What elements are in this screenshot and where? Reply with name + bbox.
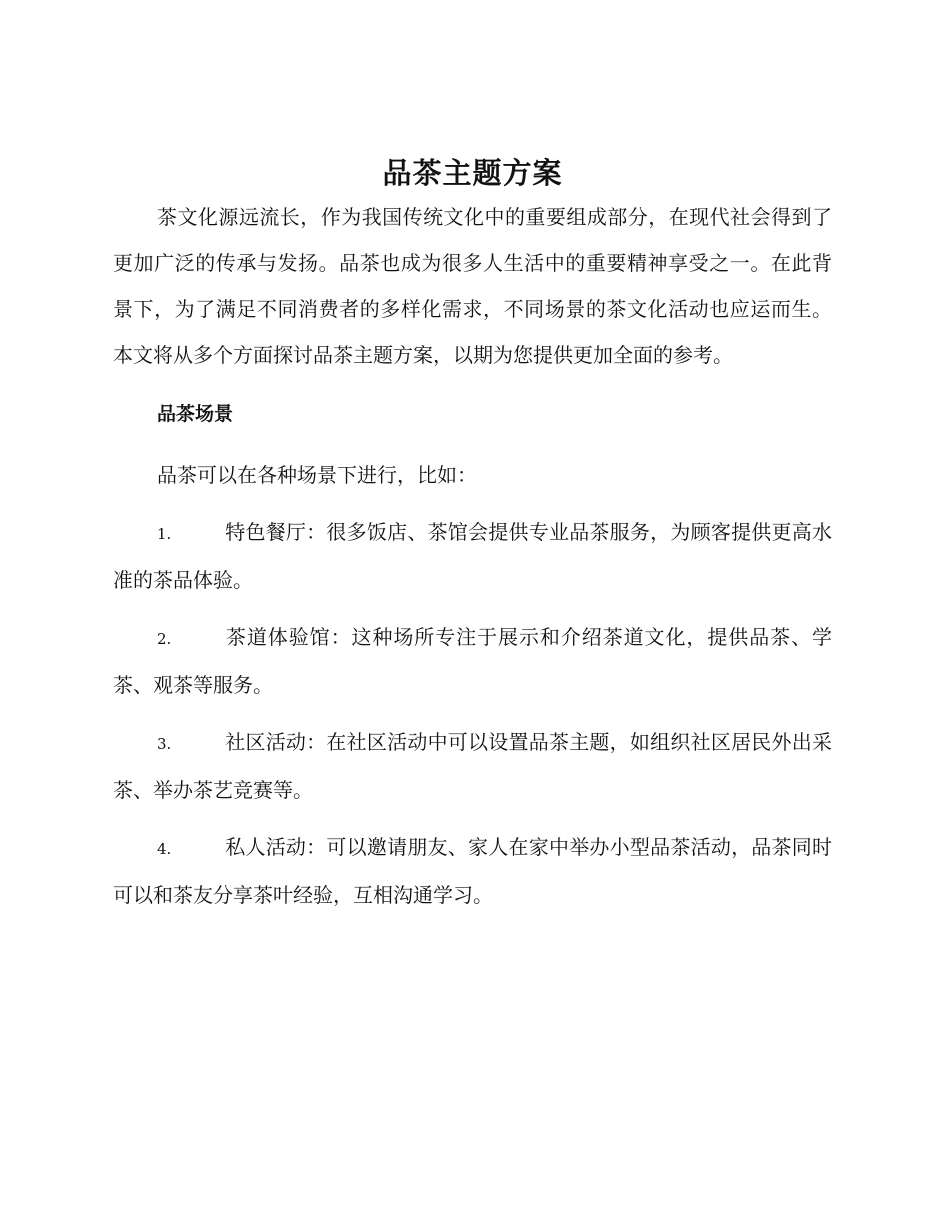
- list-item: [113, 719, 832, 813]
- section-lead-paragraph: 品茶可以在各种场景下进行，比如：: [157, 463, 477, 487]
- document-title: 品茶主题方案: [382, 156, 563, 190]
- section-heading: 品茶场景: [157, 403, 234, 425]
- list-item-number: 1.: [157, 525, 172, 543]
- list-item-number: 4.: [157, 840, 172, 858]
- list-item-text: 私人活动：可以邀请朋友、家人在家中举办小型品茶活动，品茶同时可以和茶友分享茶叶经验，互相沟通学习。: [113, 835, 832, 907]
- list-item: [113, 614, 832, 708]
- list-item-text: 茶道体验馆：这种场所专注于展示和介绍茶道文化，提供品茶、学茶、观茶等服务。: [113, 625, 832, 697]
- list-item: [113, 824, 832, 918]
- list-item: [113, 509, 832, 603]
- intro-paragraph: 茶文化源远流长，作为我国传统文化中的重要组成部分，在现代社会得到了更加广泛的传承与发扬。品茶也成为很多人生活中的重要精神享受之一。在此背景下，为了满足不同消费者的多样化需求，不同场景的茶文化活动也应运而生。本文将从多个方面探讨品茶主题方案，以期为您提供更加全面的参考。: [113, 205, 832, 367]
- list-item-text: 社区活动：在社区活动中可以设置品茶主题，如组织社区居民外出采茶、举办茶艺竞赛等。: [113, 730, 832, 802]
- list-item-text: 特色餐厅：很多饭店、茶馆会提供专业品茶服务，为顾客提供更高水准的茶品体验。: [113, 520, 832, 592]
- list-item-number: 2.: [157, 630, 172, 648]
- list-item-number: 3.: [157, 735, 172, 753]
